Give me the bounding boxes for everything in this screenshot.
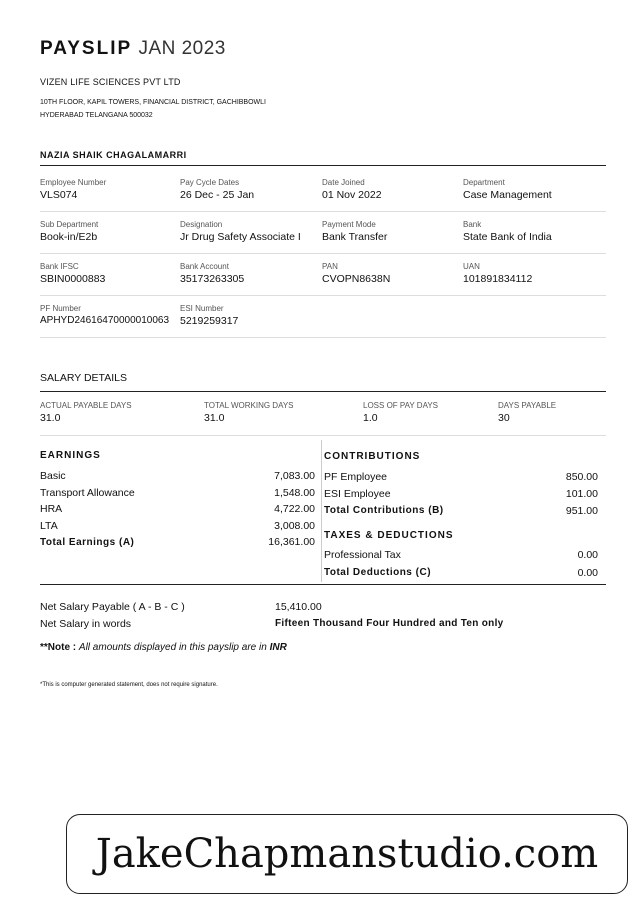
earning-amount-basic: 7,083.00 [274, 470, 315, 482]
field-value: 5219259317 [180, 315, 239, 327]
employee-name: NAZIA SHAIK CHAGALAMARRI [40, 150, 187, 160]
title-label: PAYSLIP [40, 38, 133, 59]
total-earnings-amount: 16,361.00 [268, 536, 315, 548]
earning-label-transport: Transport Allowance [40, 487, 135, 499]
actual-payable-days [40, 401, 132, 424]
field-department [463, 178, 552, 201]
field-bank [463, 220, 552, 243]
field-value: APHYD24616470000010063 [40, 315, 169, 326]
field-sub-department [40, 220, 98, 243]
watermark-banner: JakeChapmanstudio.com [66, 814, 628, 894]
field-label: PAN [322, 262, 338, 271]
note-text: All amounts displayed in this payslip are in [78, 642, 267, 653]
field-uan [463, 262, 532, 285]
tax-amount-professional: 0.00 [577, 549, 598, 561]
field-value: State Bank of India [463, 231, 552, 243]
contribution-label-pf: PF Employee [324, 471, 388, 483]
tax-label-professional: Professional Tax [324, 549, 401, 561]
total-deductions-amount: 0.00 [577, 567, 598, 579]
field-value: Case Management [463, 189, 552, 201]
field-label: TOTAL WORKING DAYS [204, 401, 294, 410]
field-label: LOSS OF PAY DAYS [363, 401, 438, 410]
field-label: Bank IFSC [40, 262, 79, 271]
total-deductions-label: Total Deductions (C) [324, 567, 432, 578]
taxes-heading: TAXES & DEDUCTIONS [324, 530, 454, 541]
earning-label-hra: HRA [40, 503, 63, 515]
net-payable-label: Net Salary Payable ( A - B - C ) [40, 601, 185, 613]
field-value: 101891834112 [463, 273, 533, 285]
field-value: SBIN0000883 [40, 273, 106, 285]
field-label: ESI Number [180, 304, 224, 313]
earning-amount-lta: 3,008.00 [274, 520, 315, 532]
loss-of-pay-days [363, 401, 438, 424]
divider [40, 584, 606, 585]
contribution-amount-esi: 101.00 [565, 488, 598, 500]
net-words-label: Net Salary in words [40, 618, 132, 630]
field-value: 35173263305 [180, 273, 245, 285]
contribution-label-esi: ESI Employee [324, 488, 391, 500]
total-contributions-amount: 951.00 [565, 505, 598, 517]
field-label: Payment Mode [322, 220, 376, 229]
field-value: 1.0 [363, 412, 378, 424]
field-date-joined [322, 178, 382, 201]
divider [40, 165, 606, 166]
field-esi-number [180, 304, 238, 327]
total-earnings-label: Total Earnings (A) [40, 537, 135, 548]
salary-details-heading: SALARY DETAILS [40, 372, 127, 384]
field-pay-cycle [180, 178, 254, 201]
divider [40, 337, 606, 338]
total-working-days [204, 401, 294, 424]
contribution-amount-pf: 850.00 [565, 471, 598, 483]
divider [40, 295, 606, 296]
field-value: 31.0 [204, 412, 225, 424]
field-label: Bank [463, 220, 482, 229]
field-value: 01 Nov 2022 [322, 189, 382, 201]
days-payable [498, 401, 556, 424]
column-divider [321, 440, 322, 582]
company-address-line2: HYDERABAD TELANGANA 500032 [40, 112, 153, 119]
field-value: Book-in/E2b [40, 231, 98, 243]
field-value: 31.0 [40, 412, 61, 424]
earning-label-lta: LTA [40, 520, 58, 532]
divider [40, 435, 606, 436]
divider [40, 391, 606, 392]
field-label: Designation [180, 220, 223, 229]
contributions-heading: CONTRIBUTIONS [324, 451, 421, 462]
field-employee-number [40, 178, 106, 201]
page-title [40, 38, 226, 60]
field-designation [180, 220, 301, 243]
currency-note [40, 642, 287, 653]
field-value: 30 [498, 412, 510, 424]
field-value: Bank Transfer [322, 231, 388, 243]
field-value: VLS074 [40, 189, 78, 201]
divider [40, 253, 606, 254]
field-bank-account [180, 262, 244, 285]
field-pf-number [40, 304, 169, 326]
note-currency: INR [269, 642, 287, 653]
field-label: Bank Account [180, 262, 229, 271]
field-value: Jr Drug Safety Associate I [180, 231, 301, 243]
note-prefix: **Note : [40, 642, 77, 653]
field-pan [322, 262, 390, 285]
field-label: Sub Department [40, 220, 99, 229]
earning-label-basic: Basic [40, 470, 66, 482]
field-label: UAN [463, 262, 480, 271]
field-label: ACTUAL PAYABLE DAYS [40, 401, 132, 410]
footnote: *This is computer generated statement, does not require signature. [40, 682, 218, 688]
total-contributions-label: Total Contributions (B) [324, 505, 444, 516]
field-label: Department [463, 178, 505, 187]
field-label: Pay Cycle Dates [180, 178, 240, 187]
field-label: Employee Number [40, 178, 107, 187]
field-bank-ifsc [40, 262, 105, 285]
earning-amount-transport: 1,548.00 [274, 487, 315, 499]
net-payable-value: 15,410.00 [275, 601, 322, 613]
company-address-line1: 10TH FLOOR, KAPIL TOWERS, FINANCIAL DISTRICT, GACHIBBOWLI [40, 99, 266, 106]
field-label: DAYS PAYABLE [498, 401, 557, 410]
field-payment-mode [322, 220, 387, 243]
company-name: VIZEN LIFE SCIENCES PVT LTD [40, 77, 181, 87]
earning-amount-hra: 4,722.00 [274, 503, 315, 515]
field-value: 26 Dec - 25 Jan [180, 189, 255, 201]
earnings-heading: EARNINGS [40, 450, 101, 461]
field-value: CVOPN8638N [322, 273, 391, 285]
field-label: PF Number [40, 304, 81, 313]
net-words-value: Fifteen Thousand Four Hundred and Ten only [275, 618, 504, 629]
field-label: Date Joined [322, 178, 365, 187]
title-month: JAN 2023 [138, 38, 226, 59]
divider [40, 211, 606, 212]
